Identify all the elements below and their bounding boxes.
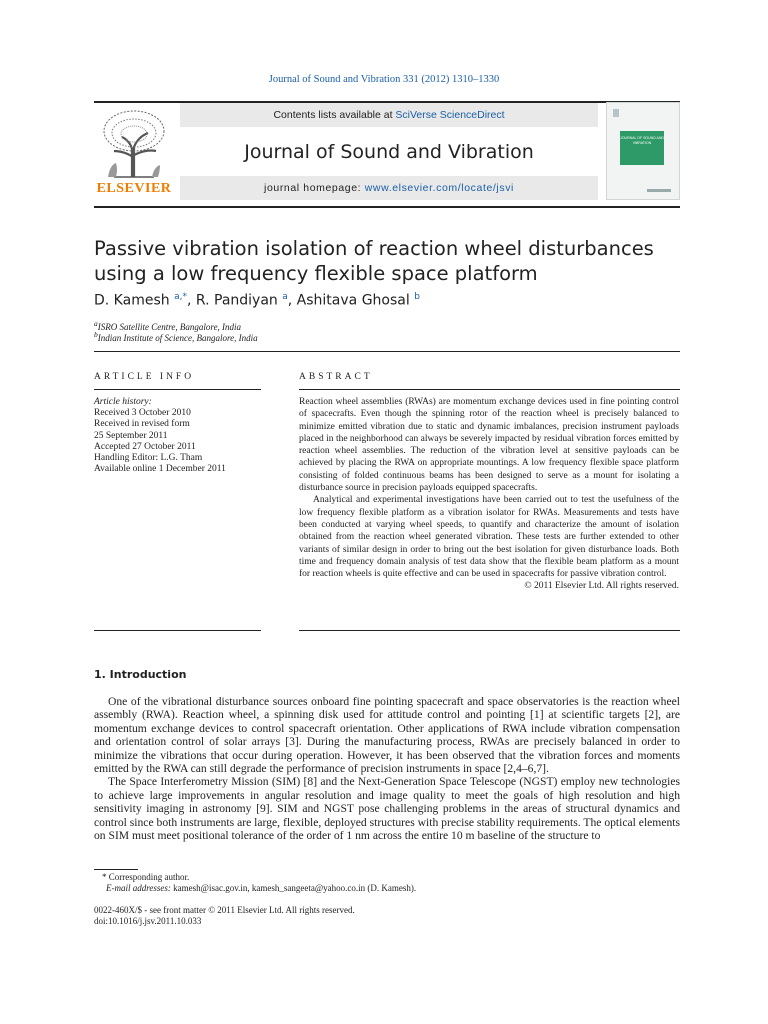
footnote-divider [94,869,138,870]
cover-logo-icon [613,109,619,117]
author-name: D. Kamesh [94,292,170,309]
author-affiliation-mark[interactable]: a,* [174,292,187,302]
article-info-rule [94,389,261,390]
affiliation [94,330,258,343]
abstract-rule [299,389,680,390]
contents-bar [180,103,598,127]
issn-line: 0022-460X/$ - see front matter © 2011 Elsevier Ltd. All rights reserved. [94,905,355,915]
abstract-copyright: © 2011 Elsevier Ltd. All rights reserved. [524,581,679,592]
author-affiliation-mark[interactable]: a [282,292,288,302]
section-heading-introduction: 1. Introduction [94,668,187,681]
doi-line[interactable]: doi:10.1016/j.jsv.2011.10.033 [94,916,202,926]
abstract-paragraph: Reaction wheel assemblies (RWAs) are momentum exchange devices used in fine pointing control of spacecrafts. Even though the spinning rotor of the reaction wheel is precisely balanced to minimize emitted vibration due to static and dynamic imbalances, precision instrument payloads placed in the neighborhood can always be severely impacted by residual vibration forces emitted by reaction wheel assemblies. The reduction of the vibration level at sensitive payloads can be achieved by placing the RWA on appropriate mountings. A low frequency flexible space platform consisting of folded continuous beams has been designed to serve as a mount for isolating a disturbance source in precision payloads equipped spacecrafts. [299,397,679,494]
journal-cover-thumbnail [606,102,680,200]
cover-title-box [620,131,664,165]
section-divider [94,351,680,352]
front-matter [94,905,355,927]
elsevier-wordmark: ELSEVIER [96,181,172,196]
author-name: R. Pandiyan [195,292,278,309]
homepage-prefix: journal homepage: [264,182,365,194]
journal-citation[interactable]: Journal of Sound and Vibration 331 (2012) 1310–1330 [268,74,500,85]
introduction-body [94,695,680,842]
author-affiliation-mark[interactable]: b [414,292,420,302]
abstract-body [299,396,679,593]
history-line: Available online 1 December 2011 [94,464,226,475]
article-title: Passive vibration isolation of reaction wheel disturbances using a low frequency flexible space platform [94,237,654,285]
journal-homepage-link[interactable]: www.elsevier.com/locate/jsvi [364,182,514,194]
history-line: Accepted 27 October 2011 [94,441,196,452]
homepage-bar [180,176,598,200]
affiliation-mark: a [94,319,98,328]
article-info-heading: ARTICLE INFO [94,372,195,382]
cover-title: JOURNAL OF SOUND AND VIBRATION [620,136,664,145]
abstract-bottom-rule [299,630,680,631]
footnotes [94,872,416,894]
contents-prefix: Contents lists available at [273,109,396,121]
email-label: E-mail addresses: [106,883,174,893]
abstract-paragraph: Analytical and experimental investigations have been carried out to test the usefulness of the low frequency flexible platform as a vibration isolator for RWAs. Measurements and tests have been conducted at varying wheel speeds, to quantify and characterize the amount of isolation obtained from the reaction wheel generated vibration. These tests are further extended to other variants of similar design in order to bring out the best isolation for given disturbance loads. Both time and frequency domain analysis of test data show that the flexible beam platform as a mount for reaction wheels is quite effective and can be used in spacecrafts for passive vibration control. [299,495,679,580]
cover-publisher-mark [647,189,671,192]
article-history [94,397,261,475]
history-line: 25 September 2011 [94,430,168,441]
body-paragraph: One of the vibrational disturbance sources onboard fine pointing spacecraft and space observatories is the reaction wheel assembly (RWA). Reaction wheel, a spinning disk used for attitude control and pointing [1] at scientific targets [2], are momentum exchange devices to control spacecraft orientation. Other applications of RWA include vibration compensation and orientation control of solar arrays [3]. During the manufacturing process, RWAs are precisely balanced in order to minimize the vibrations that occur during operation. However, it has been observed that the vibration forces and moments emitted by the RWA can still degrade the performance of precision instruments in space [2,4–6,7]. [94,695,680,776]
email-addresses[interactable]: kamesh@isac.gov.in, kamesh_sangeeta@yahoo.co.in (D. Kamesh). [173,883,417,893]
journal-masthead [94,101,680,208]
journal-name: Journal of Sound and Vibration [244,141,534,163]
author-name: Ashitava Ghosal [296,292,410,309]
author-list: D. Kamesh $^{a,*}$, R. Pandiyan $^a$, Ashitava Ghosal $^b$ [94,292,420,309]
abstract-heading: ABSTRACT [299,372,373,382]
history-line: Received in revised form [94,419,190,430]
affiliation-text: Indian Institute of Science, Bangalore, India [97,333,258,343]
history-line: Received 3 October 2010 [94,408,191,419]
affiliation-text: ISRO Satellite Centre, Bangalore, India [97,322,242,332]
body-paragraph: The Space Interferometry Mission (SIM) [8] and the Next-Generation Space Telescope (NGST) employ new technologies to achieve large improvements in angular resolution and image quality to meet the goals of high resolution and high sensitivity imaging in astronomy [9]. SIM and NGST pose challenging problems in the areas of structural dynamics and control since both instruments are large, flexible, deployed structures with precise stability requirements. The optical elements on SIM must meet positional tolerance of the order of 1 nm across the entire 10 m baseline of the structure to [94,775,680,843]
history-line: Handling Editor: L.G. Tham [94,453,203,464]
history-label: Article history: [94,397,152,407]
article-info-bottom-rule [94,630,261,631]
corresponding-author-note: * Corresponding author. [102,872,190,882]
sciencedirect-link[interactable]: SciVerse ScienceDirect [395,109,505,121]
affiliation-mark: b [94,330,98,339]
